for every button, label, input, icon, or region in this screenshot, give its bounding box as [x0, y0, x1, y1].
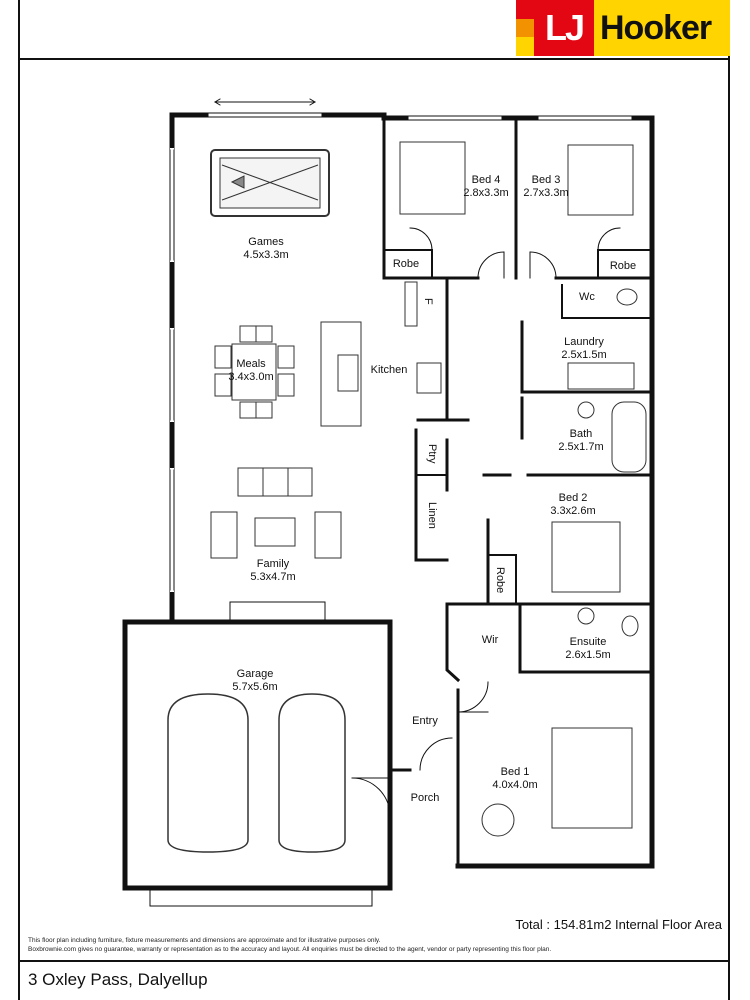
garage-name: Garage [236, 668, 274, 680]
cooktop-icon [417, 363, 441, 393]
room-kitchen: Kitchen [370, 364, 408, 376]
laundry-size: 2.5x1.5m [561, 349, 607, 361]
room-meals [228, 358, 273, 384]
room-wc: Wc [579, 291, 595, 303]
bed1-icon [552, 728, 632, 828]
logo-lj: LJ [534, 0, 594, 56]
bed2-size: 3.3x2.6m [550, 505, 596, 517]
room-bed4 [463, 174, 508, 200]
property-address: 3 Oxley Pass, Dalyellup [28, 970, 208, 989]
room-robe-bed3: Robe [609, 260, 637, 272]
room-wir: Wir [481, 634, 499, 646]
games-name: Games [248, 236, 284, 248]
meals-size: 3.4x3.0m [228, 371, 274, 383]
laundry-name: Laundry [564, 336, 604, 348]
room-bath [558, 428, 603, 454]
logo-hooker: Hooker [594, 0, 730, 56]
footer-divider [18, 960, 730, 962]
bed1-size: 4.0x4.0m [492, 779, 538, 791]
room-fridge: F [422, 298, 434, 305]
disclaimer [28, 937, 688, 954]
room-porch: Porch [410, 792, 440, 804]
room-linen: Linen [426, 502, 438, 529]
room-robe-bed4: Robe [392, 258, 420, 270]
room-laundry [561, 336, 606, 362]
disclaimer-line-2: Boxbrownie.com gives no guarantee, warranty or representation as to the accuracy and layout. All enquiries must be directed to the agent, vendor or party representing this floor plan. [28, 945, 552, 953]
sofa-icon [238, 468, 312, 496]
bed4-icon [400, 142, 465, 214]
disclaimer-line-1: This floor plan including furniture, fixture measurements and dimensions are approximate and for illustrative purposes only. [28, 937, 381, 944]
family-size: 5.3x4.7m [250, 571, 296, 583]
ensuite-name: Ensuite [569, 636, 607, 648]
games-size: 4.5x3.3m [243, 249, 289, 261]
room-bed2 [550, 492, 595, 518]
ensuite-size: 2.6x1.5m [565, 649, 611, 661]
bed4-name: Bed 4 [471, 174, 501, 186]
room-family [250, 558, 295, 584]
room-pantry: Ptry [426, 444, 438, 464]
family-name: Family [256, 558, 290, 570]
wall-garage [125, 622, 390, 888]
meals-name: Meals [236, 358, 266, 370]
bed3-icon [568, 145, 633, 215]
room-entry: Entry [412, 715, 438, 727]
round-chair-icon [482, 804, 514, 836]
bed3-size: 2.7x3.3m [523, 187, 569, 199]
room-garage [232, 668, 277, 694]
bath-size: 2.5x1.7m [558, 441, 604, 453]
kitchen-island-icon [321, 322, 361, 426]
car-left-icon [168, 694, 248, 852]
room-robe-bed2: Robe [494, 567, 506, 594]
bed1-name: Bed 1 [500, 766, 530, 778]
room-ensuite [565, 636, 610, 662]
bed4-size: 2.8x3.3m [463, 187, 509, 199]
room-bed1 [492, 766, 537, 792]
bed2-icon [552, 522, 620, 592]
toilet-icon [617, 289, 637, 305]
bathtub-icon [612, 402, 646, 472]
car-right-icon [279, 694, 345, 852]
laundry-tub-icon [568, 363, 634, 389]
bed3-name: Bed 3 [531, 174, 561, 186]
room-games [243, 236, 288, 262]
room-bed3 [523, 174, 568, 200]
garage-size: 5.7x5.6m [232, 681, 278, 693]
bed2-name: Bed 2 [558, 492, 588, 504]
total-floor-area: Total : 154.81m2 Internal Floor Area [515, 917, 722, 932]
bath-name: Bath [569, 428, 593, 440]
